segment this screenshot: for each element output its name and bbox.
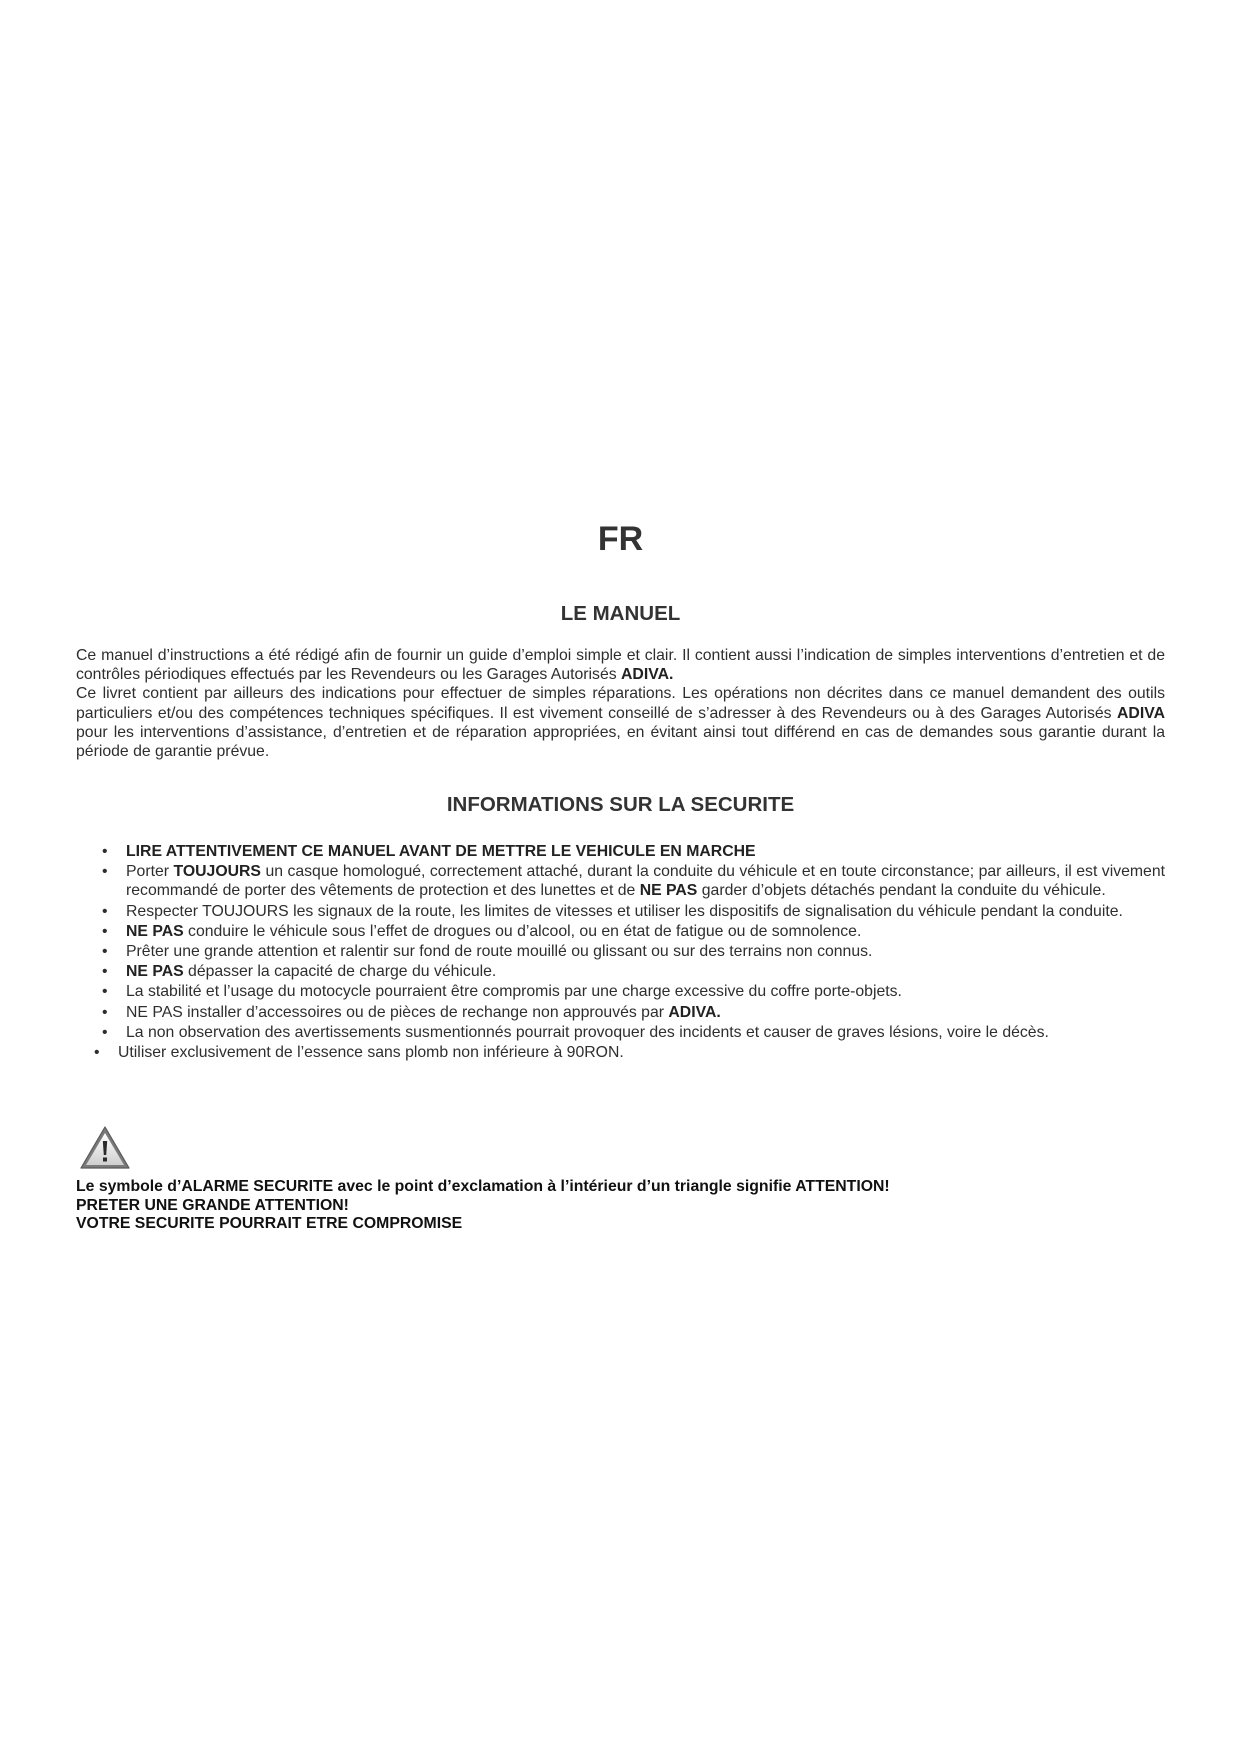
list-item-text: Porter: [126, 863, 174, 881]
brand-name: ADIVA: [1117, 704, 1165, 722]
list-item-text: La non observation des avertissements susmentionnés pourrait provoquer des incidents et causer de graves lésions, voire le décès.: [126, 1023, 1049, 1041]
list-item-text: LIRE ATTENTIVEMENT CE MANUEL AVANT DE METTRE LE VEHICULE EN MARCHE: [126, 843, 756, 860]
list-item-text: dépasser la capacité de charge du véhicule.: [183, 963, 497, 981]
warning-notice: [76, 1178, 890, 1234]
bullet-icon: •: [102, 863, 108, 881]
list-item: [76, 1003, 1165, 1022]
list-item: [76, 942, 1165, 961]
bullet-icon: •: [102, 902, 108, 920]
warning-line-2: PRETER UNE GRANDE ATTENTION!: [76, 1196, 349, 1214]
list-item: [76, 1023, 1165, 1042]
list-item-text: Respecter TOUJOURS les signaux de la route, les limites de vitesses et utiliser les dispositifs de signalisation du véhicule pendant la conduite.: [126, 902, 1123, 920]
list-item: [76, 842, 1165, 861]
brand-name: ADIVA.: [668, 1003, 721, 1021]
list-item: [76, 962, 1165, 981]
manual-paragraph-1: [76, 646, 1165, 684]
list-item-text: conduire le véhicule sous l’effet de drogues ou d’alcool, ou en état de fatigue ou de somnolence.: [183, 922, 862, 940]
manual-title: LE MANUEL: [560, 602, 681, 625]
manual-paragraph-2-text-a: Ce livret contient par ailleurs des indications pour effectuer de simples réparations. Les opérations non décrites dans ce manuel demandent des outils particuliers et/ou des compétences techniques spécifiques. Il est vivement conseillé de s’adresser à des Revendeurs ou à des Garages Autorisés: [76, 685, 1165, 722]
bullet-icon: •: [102, 1023, 108, 1041]
list-item-text: NE PAS installer d’accessoires ou de pièces de rechange non approuvés par: [126, 1003, 669, 1021]
list-item-emphasis: NE PAS: [126, 922, 184, 940]
warning-triangle-icon: [78, 1124, 132, 1172]
list-item: [76, 922, 1165, 941]
manual-text: [76, 646, 1165, 761]
bullet-icon: •: [102, 983, 108, 1001]
warning-line-1: Le symbole d’ALARME SECURITE avec le point d’exclamation à l’intérieur d’un triangle signifie ATTENTION!: [76, 1178, 890, 1195]
bullet-icon: •: [102, 1003, 108, 1021]
language-code: FR: [597, 520, 644, 558]
list-item: [76, 982, 1165, 1001]
list-item-text: un casque homologué, correctement attaché, durant la conduite du véhicule et en toute circonstance; par ailleurs, il est vivement recommandé de porter des vêtements de protection et des lunettes et de: [126, 863, 1166, 900]
list-item-emphasis: NE PAS: [126, 963, 184, 981]
list-item-emphasis: TOUJOURS: [173, 863, 261, 881]
list-item-text: Prêter une grande attention et ralentir sur fond de route mouillé ou glissant ou sur des terrains non connus.: [126, 943, 873, 961]
brand-name: ADIVA.: [621, 666, 674, 684]
bullet-icon: •: [102, 922, 108, 940]
bullet-icon: •: [102, 963, 108, 981]
list-item-text: La stabilité et l’usage du motocycle pourraient être compromis par une charge excessive du coffre porte-objets.: [126, 983, 902, 1001]
manual-paragraph-2-text-b: pour les interventions d’assistance, d’entretien et de réparation appropriées, en évitant ainsi tout différend en cas de demandes sous garantie durant la période de garantie prévue.: [76, 723, 1165, 761]
bullet-icon: •: [94, 1044, 100, 1062]
bullet-icon: •: [102, 943, 108, 961]
list-item-text: Utiliser exclusivement de l’essence sans plomb non inférieure à 90RON.: [118, 1044, 624, 1062]
bullet-icon: •: [102, 843, 108, 860]
list-item: [76, 1043, 1165, 1062]
manual-paragraph-1-text: Ce manuel d’instructions a été rédigé afin de fournir un guide d’emploi simple et clair. Il contient aussi l’indication de simples interventions d’entretien et de contrôles périodiques effectués par les Revendeurs ou les Garages Autorisés: [76, 647, 1165, 684]
list-item: [76, 902, 1165, 921]
safety-list: [76, 842, 1165, 1063]
safety-title: INFORMATIONS SUR LA SECURITE: [446, 793, 795, 816]
list-item-text: garder d’objets détachés pendant la conduite du véhicule.: [697, 882, 1106, 900]
list-item: [76, 862, 1165, 900]
warning-line-3: VOTRE SECURITE POURRAIT ETRE COMPROMISE: [76, 1215, 463, 1232]
list-item-emphasis: NE PAS: [639, 882, 698, 900]
manual-paragraph-2: [76, 684, 1165, 761]
